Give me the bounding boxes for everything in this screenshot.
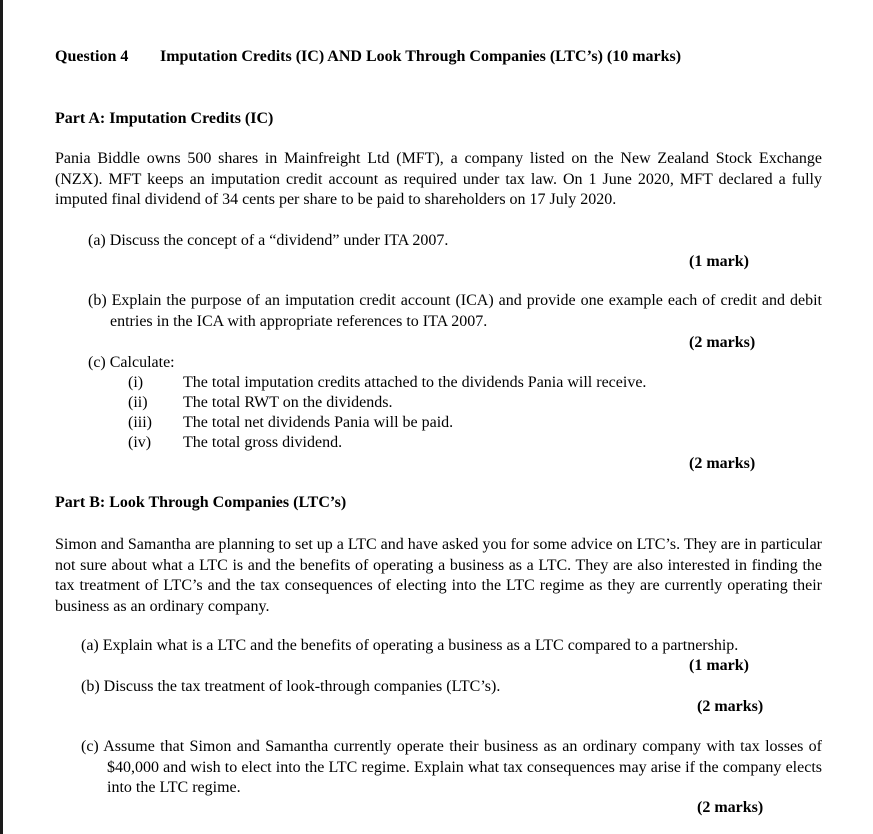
calc-item-number: (iii): [128, 414, 152, 431]
calc-item-text: The total net dividends Pania will be paid.: [183, 414, 454, 431]
part-b-question-a-marks: (1 mark): [689, 657, 749, 674]
part-b-question-b: (b) Discuss the tax treatment of look-through companies (LTC’s).: [81, 678, 501, 695]
part-b-question-b-marks: (2 marks): [697, 698, 764, 715]
calc-item-number: (iv): [128, 434, 152, 451]
part-b-question-a: (a) Explain what is a LTC and the benefits of operating a business as a LTC compared to a partnership.: [81, 637, 739, 654]
part-b-question-c: (c) Assume that Simon and Samantha currently operate their business as an ordinary company with tax losses of $40,000 and wish to elect into the LTC regime. Explain what tax consequences may arise if the company elects into the LTC regime.: [81, 738, 822, 796]
part-b-question-c-marks: (2 marks): [697, 799, 764, 816]
part-b-intro: Simon and Samantha are planning to set up a LTC and have asked you for some advice on LTC’s. They are in particular not sure about what a LTC is and the benefits of operating a business as a LTC. They are also interested in finding the tax treatment of LTC’s and the tax consequences of electing into the LTC regime as they are currently operating their business as an ordinary company.: [55, 536, 822, 615]
part-a-question-b: (b) Explain the purpose of an imputation credit account (ICA) and provide one example each of credit and debit entries in the ICA with appropriate references to ITA 2007.: [88, 292, 822, 330]
part-a-intro: Pania Biddle owns 500 shares in Mainfreight Ltd (MFT), a company listed on the New Zealand Stock Exchange (NZX). MFT keeps an imputation credit account as required under tax law. On 1 June 2020, MFT declared a fully imputed final dividend of 34 cents per share to be paid to shareholders on 17 July 2020.: [55, 150, 822, 208]
calc-item-number: (ii): [128, 394, 148, 411]
part-a-question-c-marks: (2 marks): [689, 455, 756, 472]
part-a-question-c: (c) Calculate:: [88, 354, 175, 371]
calc-item-number: (i): [128, 374, 144, 391]
part-a-heading: Part A: Imputation Credits (IC): [55, 110, 274, 127]
page-left-border: [0, 0, 3, 834]
calc-item-text: The total imputation credits attached to the dividends Pania will receive.: [183, 374, 647, 391]
part-a-question-a: (a) Discuss the concept of a “dividend” under ITA 2007.: [88, 232, 449, 249]
part-b-heading: Part B: Look Through Companies (LTC’s): [55, 494, 347, 511]
question-title: Imputation Credits (IC) AND Look Through Companies (LTC’s) (10 marks): [160, 48, 682, 65]
part-a-question-a-marks: (1 mark): [689, 253, 749, 270]
calc-item-text: The total RWT on the dividends.: [183, 394, 393, 411]
part-a-question-b-marks: (2 marks): [689, 334, 756, 351]
question-number: Question 4: [55, 48, 129, 65]
calc-item-text: The total gross dividend.: [183, 434, 343, 451]
